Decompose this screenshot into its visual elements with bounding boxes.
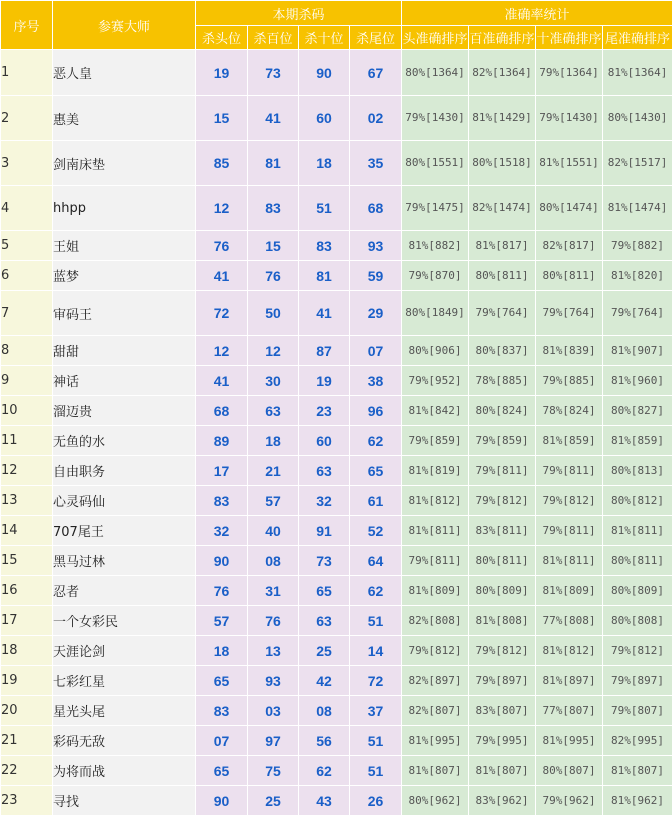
kill-tens: 90 [299,50,350,96]
header-acc-tail: 尾准确排序 [603,26,672,50]
table-row [1,231,672,261]
master-name: 王姐 [53,231,196,261]
kill-tail: 29 [350,291,402,336]
table-row [1,366,672,396]
kill-tail: 51 [350,726,402,756]
master-name: 溜迈贵 [53,396,196,426]
kill-hundreds: 76 [248,261,299,291]
kill-hundreds: 76 [248,606,299,636]
acc-tens: 81%[859] [536,426,603,456]
kill-tens: 65 [299,576,350,606]
acc-hundreds: 79%[897] [469,666,536,696]
kill-tail: 67 [350,50,402,96]
table-row [1,696,672,726]
row-index: 9 [1,366,53,396]
acc-hundreds: 79%[764] [469,291,536,336]
kill-tail: 72 [350,666,402,696]
acc-tens: 79%[885] [536,366,603,396]
row-index: 1 [1,50,53,96]
kill-tail: 93 [350,231,402,261]
kill-tens: 73 [299,546,350,576]
acc-hundreds: 83%[807] [469,696,536,726]
table-row [1,756,672,786]
acc-tens: 80%[811] [536,261,603,291]
kill-tail: 02 [350,96,402,141]
table-row [1,186,672,231]
master-name: 一个女彩民 [53,606,196,636]
kill-head: 17 [196,456,248,486]
acc-tail: 82%[995] [603,726,672,756]
kill-head: 72 [196,291,248,336]
kill-head: 76 [196,576,248,606]
kill-head: 68 [196,396,248,426]
kill-tail: 35 [350,141,402,186]
kill-tail: 37 [350,696,402,726]
acc-hundreds: 83%[962] [469,786,536,816]
kill-tens: 18 [299,141,350,186]
row-index: 21 [1,726,53,756]
kill-tail: 59 [350,261,402,291]
row-index: 22 [1,756,53,786]
master-name: 剑南床垫 [53,141,196,186]
kill-hundreds: 30 [248,366,299,396]
acc-head: 80%[1849] [402,291,469,336]
kill-head: 07 [196,726,248,756]
acc-tail: 81%[859] [603,426,672,456]
kill-tens: 43 [299,786,350,816]
master-name: 寻找 [53,786,196,816]
acc-head: 79%[1430] [402,96,469,141]
kill-hundreds: 21 [248,456,299,486]
kill-tens: 42 [299,666,350,696]
master-name: 自由职务 [53,456,196,486]
kill-tail: 61 [350,486,402,516]
acc-tens: 81%[812] [536,636,603,666]
acc-hundreds: 78%[885] [469,366,536,396]
kill-head: 83 [196,486,248,516]
acc-tens: 80%[1474] [536,186,603,231]
table-row [1,141,672,186]
row-index: 15 [1,546,53,576]
acc-tail: 80%[809] [603,576,672,606]
acc-tens: 79%[962] [536,786,603,816]
header-kill-hundreds: 杀百位 [248,26,299,50]
kill-hundreds: 31 [248,576,299,606]
kill-tail: 51 [350,606,402,636]
acc-head: 80%[962] [402,786,469,816]
master-name: 黑马过林 [53,546,196,576]
header-acc-tens: 十准确排序 [536,26,603,50]
acc-tail: 81%[811] [603,516,672,546]
row-index: 10 [1,396,53,426]
header-kill-head: 杀头位 [196,26,248,50]
acc-tens: 82%[817] [536,231,603,261]
master-name: 为将而战 [53,756,196,786]
table-row [1,726,672,756]
kill-hundreds: 25 [248,786,299,816]
kill-head: 83 [196,696,248,726]
kill-head: 76 [196,231,248,261]
acc-head: 81%[819] [402,456,469,486]
kill-tens: 25 [299,636,350,666]
acc-tail: 79%[897] [603,666,672,696]
acc-tail: 79%[882] [603,231,672,261]
kill-hundreds: 03 [248,696,299,726]
header-kill-tail: 杀尾位 [350,26,402,50]
kill-head: 89 [196,426,248,456]
row-index: 11 [1,426,53,456]
row-index: 2 [1,96,53,141]
acc-tens: 81%[995] [536,726,603,756]
kill-head: 18 [196,636,248,666]
table-row [1,576,672,606]
table-row [1,606,672,636]
kill-tail: 62 [350,576,402,606]
acc-tail: 81%[962] [603,786,672,816]
acc-head: 82%[807] [402,696,469,726]
acc-head: 81%[811] [402,516,469,546]
kill-tens: 51 [299,186,350,231]
master-name: 心灵码仙 [53,486,196,516]
acc-head: 81%[882] [402,231,469,261]
kill-tail: 07 [350,336,402,366]
acc-hundreds: 83%[811] [469,516,536,546]
acc-tail: 79%[807] [603,696,672,726]
acc-head: 81%[842] [402,396,469,426]
acc-head: 82%[808] [402,606,469,636]
acc-tens: 78%[824] [536,396,603,426]
kill-head: 15 [196,96,248,141]
acc-head: 79%[859] [402,426,469,456]
acc-hundreds: 79%[995] [469,726,536,756]
acc-hundreds: 80%[809] [469,576,536,606]
kill-hundreds: 18 [248,426,299,456]
kill-tail: 51 [350,756,402,786]
acc-head: 79%[1475] [402,186,469,231]
kill-tens: 83 [299,231,350,261]
kill-hundreds: 81 [248,141,299,186]
acc-head: 81%[807] [402,756,469,786]
acc-tail: 80%[1430] [603,96,672,141]
acc-tens: 81%[811] [536,546,603,576]
kill-tail: 64 [350,546,402,576]
kill-hundreds: 40 [248,516,299,546]
table-row [1,396,672,426]
acc-tail: 80%[813] [603,456,672,486]
header-master: 参赛大师 [53,1,196,50]
acc-tens: 77%[808] [536,606,603,636]
kill-hundreds: 97 [248,726,299,756]
kill-head: 65 [196,756,248,786]
master-name: 蓝梦 [53,261,196,291]
master-name: 忍者 [53,576,196,606]
master-name: hhpp [53,186,196,231]
kill-hundreds: 73 [248,50,299,96]
kill-tail: 38 [350,366,402,396]
kill-tens: 23 [299,396,350,426]
acc-hundreds: 81%[817] [469,231,536,261]
kill-tens: 32 [299,486,350,516]
acc-head: 82%[897] [402,666,469,696]
kill-head: 12 [196,186,248,231]
kill-tail: 62 [350,426,402,456]
kill-hundreds: 50 [248,291,299,336]
kill-tail: 26 [350,786,402,816]
kill-head: 12 [196,336,248,366]
acc-hundreds: 79%[812] [469,636,536,666]
master-name: 星光头尾 [53,696,196,726]
kill-tens: 08 [299,696,350,726]
row-index: 3 [1,141,53,186]
kill-tail: 68 [350,186,402,231]
kill-hundreds: 57 [248,486,299,516]
acc-tail: 82%[1517] [603,141,672,186]
acc-tens: 79%[1430] [536,96,603,141]
kill-head: 19 [196,50,248,96]
acc-tens: 81%[897] [536,666,603,696]
acc-hundreds: 79%[811] [469,456,536,486]
acc-tens: 79%[811] [536,456,603,486]
master-name: 审码王 [53,291,196,336]
row-index: 17 [1,606,53,636]
kill-tens: 41 [299,291,350,336]
acc-head: 80%[1364] [402,50,469,96]
acc-head: 79%[870] [402,261,469,291]
acc-hundreds: 80%[824] [469,396,536,426]
acc-head: 79%[952] [402,366,469,396]
kill-hundreds: 83 [248,186,299,231]
table-row [1,291,672,336]
row-index: 13 [1,486,53,516]
table-header [1,1,672,50]
kill-head: 41 [196,366,248,396]
table-row [1,516,672,546]
header-index: 序号 [1,1,53,50]
kill-hundreds: 41 [248,96,299,141]
row-index: 20 [1,696,53,726]
table-row [1,636,672,666]
acc-tail: 80%[827] [603,396,672,426]
kill-tens: 81 [299,261,350,291]
acc-head: 81%[809] [402,576,469,606]
row-index: 8 [1,336,53,366]
kill-head: 65 [196,666,248,696]
acc-hundreds: 79%[859] [469,426,536,456]
kill-head: 41 [196,261,248,291]
row-index: 23 [1,786,53,816]
kill-tens: 91 [299,516,350,546]
master-name: 天涯论剑 [53,636,196,666]
acc-tail: 81%[907] [603,336,672,366]
acc-hundreds: 80%[811] [469,546,536,576]
acc-head: 79%[811] [402,546,469,576]
acc-hundreds: 81%[807] [469,756,536,786]
kill-tens: 60 [299,426,350,456]
kill-hundreds: 63 [248,396,299,426]
kill-hundreds: 93 [248,666,299,696]
acc-hundreds: 82%[1474] [469,186,536,231]
acc-tens: 79%[764] [536,291,603,336]
kill-head: 90 [196,546,248,576]
acc-hundreds: 80%[837] [469,336,536,366]
kill-tens: 56 [299,726,350,756]
kill-tail: 14 [350,636,402,666]
kill-head: 32 [196,516,248,546]
row-index: 16 [1,576,53,606]
acc-tens: 79%[811] [536,516,603,546]
table-row [1,786,672,816]
kill-tens: 63 [299,606,350,636]
master-name: 707尾王 [53,516,196,546]
kill-tail: 65 [350,456,402,486]
row-index: 18 [1,636,53,666]
acc-hundreds: 81%[808] [469,606,536,636]
kill-tens: 60 [299,96,350,141]
row-index: 5 [1,231,53,261]
kill-hundreds: 12 [248,336,299,366]
table-row [1,456,672,486]
table-row [1,336,672,366]
header-kill-tens: 杀十位 [299,26,350,50]
acc-tail: 79%[812] [603,636,672,666]
acc-tail: 80%[812] [603,486,672,516]
acc-tail: 81%[960] [603,366,672,396]
table-row [1,486,672,516]
acc-head: 79%[812] [402,636,469,666]
master-name: 惠美 [53,96,196,141]
master-name: 无鱼的水 [53,426,196,456]
master-name: 彩码无敌 [53,726,196,756]
kill-head: 57 [196,606,248,636]
acc-tail: 80%[808] [603,606,672,636]
kill-hundreds: 13 [248,636,299,666]
table-row [1,50,672,96]
acc-hundreds: 82%[1364] [469,50,536,96]
kill-head: 85 [196,141,248,186]
table-row [1,426,672,456]
kill-head: 90 [196,786,248,816]
acc-tail: 81%[820] [603,261,672,291]
row-index: 19 [1,666,53,696]
acc-tens: 79%[812] [536,486,603,516]
acc-tens: 79%[1364] [536,50,603,96]
table-row [1,546,672,576]
acc-tens: 81%[1551] [536,141,603,186]
acc-head: 81%[995] [402,726,469,756]
kill-tens: 63 [299,456,350,486]
kill-tens: 19 [299,366,350,396]
kill-tens: 62 [299,756,350,786]
acc-tens: 81%[839] [536,336,603,366]
kill-hundreds: 75 [248,756,299,786]
acc-tail: 81%[1474] [603,186,672,231]
table-body [1,50,672,816]
row-index: 6 [1,261,53,291]
kill-hundreds: 15 [248,231,299,261]
row-index: 12 [1,456,53,486]
row-index: 7 [1,291,53,336]
acc-hundreds: 81%[1429] [469,96,536,141]
acc-hundreds: 79%[812] [469,486,536,516]
acc-tens: 80%[807] [536,756,603,786]
kill-tail: 52 [350,516,402,546]
table-row [1,261,672,291]
acc-head: 80%[906] [402,336,469,366]
header-acc-head: 头准确排序 [402,26,469,50]
acc-hundreds: 80%[811] [469,261,536,291]
master-name: 七彩红星 [53,666,196,696]
table-row [1,666,672,696]
header-acc-hundreds: 百准确排序 [469,26,536,50]
acc-hundreds: 80%[1518] [469,141,536,186]
kill-tens: 87 [299,336,350,366]
acc-tens: 77%[807] [536,696,603,726]
acc-head: 80%[1551] [402,141,469,186]
kill-hundreds: 08 [248,546,299,576]
header-accuracy-group: 准确率统计 [402,1,672,26]
table-row [1,96,672,141]
row-index: 14 [1,516,53,546]
acc-tail: 79%[764] [603,291,672,336]
master-name: 恶人皇 [53,50,196,96]
header-kill-group: 本期杀码 [196,1,402,26]
acc-tail: 81%[807] [603,756,672,786]
row-index: 4 [1,186,53,231]
acc-tail: 80%[811] [603,546,672,576]
master-name: 神话 [53,366,196,396]
acc-head: 81%[812] [402,486,469,516]
kill-tail: 96 [350,396,402,426]
acc-tens: 81%[809] [536,576,603,606]
acc-tail: 81%[1364] [603,50,672,96]
master-name: 甜甜 [53,336,196,366]
